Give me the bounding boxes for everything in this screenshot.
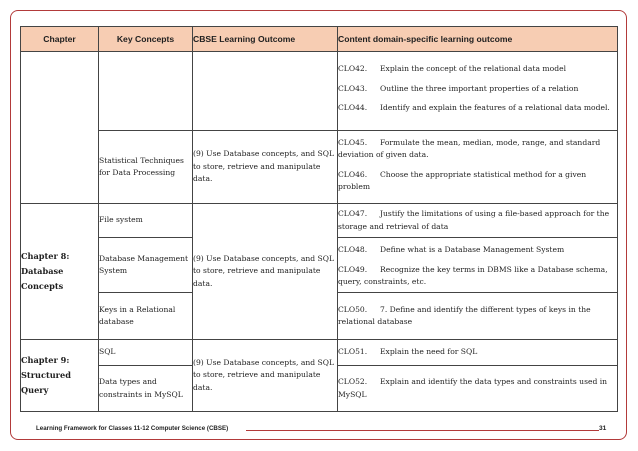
table-row (21, 52, 618, 131)
clo-code: CLO52. (338, 377, 368, 386)
key-concept: File system (99, 204, 193, 238)
clo-text: Outline the three important properties of a relation (380, 83, 579, 93)
cbse-cell-empty (193, 52, 338, 131)
clo-code: CLO42. (338, 64, 368, 74)
table-row (21, 340, 618, 366)
clo-text: Explain the need for SQL (380, 347, 478, 357)
footer-divider (246, 430, 599, 431)
key-concept: Keys in a Relational database (99, 293, 193, 340)
clo-cell (338, 52, 618, 131)
clo-cell (338, 131, 618, 204)
clo-code: CLO45. (338, 137, 368, 147)
clo-item (338, 376, 617, 401)
clo-item (338, 244, 617, 257)
clo-code: CLO49. (338, 264, 368, 274)
table-row (21, 204, 618, 238)
header-chapter: Chapter (21, 27, 99, 52)
key-cell-empty (99, 52, 193, 131)
clo-code: CLO44. (338, 103, 368, 113)
chapter-cell-empty (21, 52, 99, 204)
clo-item (338, 264, 617, 289)
clo-text: Explain the concept of the relational data model (380, 64, 566, 74)
clo-code: CLO46. (338, 169, 368, 179)
key-concept: Data types and constraints in MySQL (99, 366, 193, 412)
cbse-outcome: (9) Use Database concepts, and SQL to store, retrieve and manipulate data. (193, 204, 338, 340)
cbse-outcome: (9) Use Database concepts, and SQL to store, retrieve and manipulate data. (193, 131, 338, 204)
chapter-9-cell: Chapter 9: Structured Query (21, 340, 99, 412)
learning-outcome-table (20, 26, 618, 412)
clo-text: 7. Define and identify the different types of keys in the relational database (338, 304, 591, 326)
clo-item (338, 137, 617, 162)
clo-code: CLO50. (338, 304, 368, 314)
page-number: 31 (599, 425, 607, 432)
key-concept: Statistical Techniques for Data Processing (99, 131, 193, 204)
clo-item (338, 63, 617, 76)
clo-cell (338, 366, 618, 412)
clo-code: CLO43. (338, 83, 368, 93)
clo-item (338, 169, 617, 194)
clo-item (338, 208, 617, 233)
clo-code: CLO47. (338, 209, 368, 218)
clo-text: Identify and explain the features of a relational data model. (380, 103, 610, 113)
table-row (21, 131, 618, 204)
key-concept: Database Management System (99, 238, 193, 293)
clo-text: Justify the limitations of using a file-based approach for the storage and retrieval of data (338, 209, 610, 231)
clo-text: Recognize the key terms in DBMS like a Database schema, query, constraints, etc. (338, 264, 608, 287)
clo-text: Formulate the mean, median, mode, range, and standard deviation of given data. (338, 137, 601, 159)
footer-title: Learning Framework for Classes 11-12 Computer Science (CBSE) (36, 425, 229, 432)
clo-item (338, 102, 617, 115)
chapter-8-cell: Chapter 8: Database Concepts (21, 204, 99, 340)
clo-text: Explain and identify the data types and constraints used in MySQL (338, 377, 608, 399)
clo-item (338, 346, 617, 359)
clo-code: CLO48. (338, 245, 368, 255)
page-footer (36, 425, 606, 439)
cbse-outcome: (9) Use Database concepts, and SQL to store, retrieve and manipulate data. (193, 340, 338, 412)
clo-code: CLO51. (338, 347, 368, 357)
clo-item (338, 83, 617, 96)
header-cbse-outcome: CBSE Learning Outcome (193, 27, 338, 52)
header-key-concepts: Key Concepts (99, 27, 193, 52)
header-content-outcome: Content domain-specific learning outcome (338, 27, 618, 52)
clo-text: Define what is a Database Management System (380, 245, 565, 255)
key-concept: SQL (99, 340, 193, 366)
clo-cell (338, 293, 618, 340)
clo-cell (338, 340, 618, 366)
clo-item (338, 304, 617, 329)
clo-cell (338, 204, 618, 238)
clo-cell (338, 238, 618, 293)
clo-text: Choose the appropriate statistical method for a given problem (338, 169, 587, 191)
header-row (21, 27, 618, 52)
